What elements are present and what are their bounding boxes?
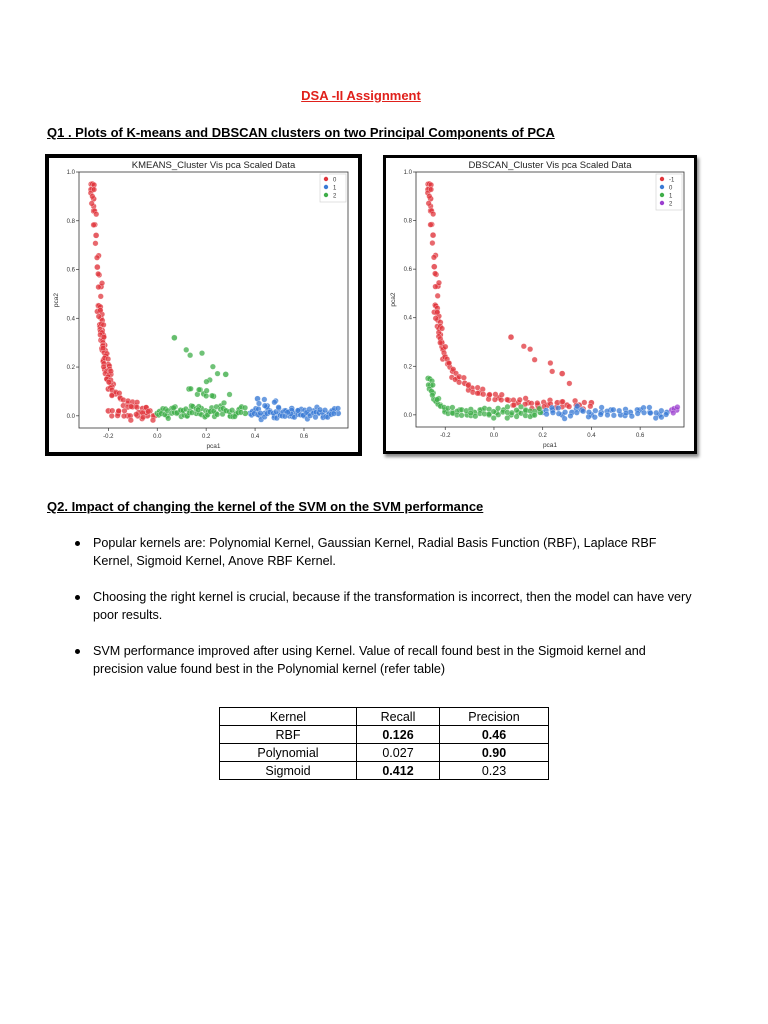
y-tick-label: 0.4 (403, 315, 412, 322)
data-point (199, 350, 205, 356)
data-point (580, 408, 586, 414)
y-tick-label: 0.6 (66, 267, 75, 274)
chart-title: KMEANS_Cluster Vis pca Scaled Data (131, 160, 296, 171)
data-point (443, 344, 449, 350)
x-tick-label: 0.4 (587, 433, 596, 439)
data-point (134, 399, 140, 405)
data-point (121, 413, 127, 419)
data-point (498, 397, 504, 403)
data-point (430, 382, 436, 388)
data-point (313, 414, 319, 420)
data-point (544, 411, 550, 417)
kernel-bullet-list (73, 534, 693, 696)
table-header-row (220, 708, 549, 726)
kernel-performance-table (219, 707, 549, 780)
bullet-text: SVM performance improved after using Kernel. Value of recall found best in the Sigmoid kernel and precision value found best in the Polynomial kernel (refer table) (93, 644, 646, 676)
legend-label: 1 (333, 185, 337, 192)
x-tick-label: 0.6 (299, 434, 309, 440)
data-point (430, 232, 436, 238)
data-point (189, 410, 195, 416)
data-point (101, 364, 107, 370)
data-point (227, 392, 233, 398)
data-point (475, 385, 481, 391)
bullet-item (73, 588, 693, 624)
data-point (426, 201, 432, 207)
data-point (549, 369, 555, 375)
y-tick-label: 1.0 (66, 170, 75, 176)
legend-marker (324, 185, 328, 189)
bullet-item (73, 534, 693, 570)
data-point (670, 410, 676, 416)
data-point (93, 241, 99, 247)
data-point (215, 371, 221, 377)
data-point (529, 401, 535, 407)
data-point (567, 381, 573, 387)
kernel-cell: Polynomial (220, 744, 357, 762)
x-tick-label: 0.2 (201, 434, 211, 440)
bullet-text: Popular kernels are: Polynomial Kernel, Gaussian Kernel, Radial Basis Function (RBF), Laplace RBF Kernel, Sigmoid Kernel, Anove RBF Kernel. (93, 536, 657, 568)
data-point (556, 411, 562, 417)
data-point (459, 413, 465, 419)
data-point (134, 404, 140, 410)
data-point (204, 379, 210, 385)
data-point (663, 412, 669, 418)
data-point (456, 380, 462, 386)
data-point (611, 413, 617, 419)
data-point (446, 360, 452, 366)
data-point (599, 405, 605, 411)
data-point (675, 404, 681, 410)
data-point (272, 399, 278, 405)
data-point (532, 357, 538, 363)
data-point (648, 410, 654, 416)
recall-cell: 0.412 (357, 762, 440, 780)
data-point (635, 411, 641, 417)
precision-cell: 0.46 (440, 726, 549, 744)
legend-marker (324, 193, 328, 197)
plot-area (79, 172, 348, 428)
data-point (188, 386, 194, 392)
data-point (480, 391, 486, 397)
data-point (214, 412, 220, 418)
data-point (183, 347, 189, 353)
data-point (98, 294, 104, 300)
data-point (93, 232, 99, 238)
data-point (521, 343, 527, 349)
data-point (150, 417, 156, 423)
data-point (95, 271, 101, 277)
data-point (582, 400, 588, 406)
y-axis-label: pca2 (53, 292, 60, 308)
data-point (504, 397, 510, 403)
data-point (605, 412, 611, 418)
data-point (523, 396, 529, 402)
data-point (262, 403, 268, 409)
legend-label: 2 (333, 193, 337, 200)
data-point (487, 392, 493, 398)
data-point (535, 400, 541, 406)
data-point (195, 407, 201, 413)
x-axis-label: pca1 (542, 442, 558, 449)
y-tick-label: 0.4 (66, 316, 75, 323)
data-point (196, 387, 202, 393)
data-point (511, 397, 517, 403)
data-point (427, 193, 433, 199)
y-axis-label: pca2 (390, 292, 397, 307)
data-point (511, 402, 517, 408)
data-point (171, 405, 177, 411)
data-point (432, 271, 438, 277)
table-row (220, 762, 549, 780)
data-point (616, 408, 622, 414)
data-point (96, 284, 102, 290)
data-point (90, 194, 96, 200)
data-point (435, 293, 441, 299)
data-point (428, 222, 434, 228)
data-point (209, 393, 215, 399)
bullet-dot (75, 595, 80, 600)
data-point (210, 364, 216, 370)
data-point (431, 255, 437, 261)
data-point (223, 371, 229, 377)
data-point (187, 352, 193, 358)
data-point (653, 415, 659, 421)
data-point (203, 393, 209, 399)
data-point (527, 346, 533, 352)
header-recall: Recall (357, 708, 440, 726)
data-point (480, 386, 486, 392)
data-point (238, 410, 244, 416)
document-title: DSA -II Assignment (301, 88, 421, 103)
data-point (562, 409, 568, 415)
data-point (465, 383, 471, 389)
q1-heading: Q1 . Plots of K-means and DBSCAN clusters on two Principal Components of PCA (47, 125, 555, 140)
data-point (450, 405, 456, 411)
data-point (242, 405, 248, 411)
x-tick-label: 0.4 (250, 434, 260, 440)
data-point (492, 397, 498, 403)
data-point (435, 309, 441, 315)
data-point (116, 408, 122, 414)
data-point (629, 413, 635, 419)
x-tick-label: 0.2 (538, 433, 547, 439)
data-point (276, 404, 282, 410)
recall-cell: 0.126 (357, 726, 440, 744)
data-point (574, 403, 580, 409)
data-point (495, 406, 501, 412)
data-point (659, 408, 665, 414)
data-point (93, 211, 99, 217)
data-point (221, 400, 227, 406)
data-point (430, 392, 436, 398)
data-point (641, 405, 647, 411)
x-tick-label: 0.6 (635, 433, 645, 439)
data-point (101, 334, 107, 340)
y-tick-label: 0.8 (66, 218, 75, 225)
data-point (518, 404, 524, 410)
data-point (106, 379, 112, 385)
data-point (586, 409, 592, 415)
data-point (433, 284, 439, 290)
legend-label: -1 (669, 177, 675, 184)
y-tick-label: 0.2 (403, 364, 412, 371)
dbscan-scatter-chart (386, 158, 694, 451)
y-tick-label: 0.0 (403, 412, 412, 419)
x-axis-label: pca1 (206, 443, 221, 450)
data-point (335, 406, 341, 412)
data-point (560, 399, 566, 405)
data-point (171, 335, 177, 341)
data-point (431, 264, 437, 270)
bullet-dot (75, 541, 80, 546)
data-point (91, 222, 97, 228)
data-point (574, 410, 580, 416)
table-row (220, 726, 549, 744)
legend-marker (660, 201, 664, 205)
header-kernel: Kernel (220, 708, 357, 726)
legend-label: 1 (669, 193, 673, 200)
bullet-text: Choosing the right kernel is crucial, because if the transformation is incorrect, then the model can have very poor results. (93, 590, 692, 622)
data-point (105, 356, 111, 362)
legend-label: 2 (669, 201, 673, 208)
data-point (109, 408, 115, 414)
chart-legend (656, 174, 682, 210)
data-point (428, 187, 434, 193)
data-point (555, 405, 561, 411)
data-point (117, 390, 123, 396)
legend-marker (660, 193, 664, 197)
data-point (109, 413, 115, 419)
data-point (562, 416, 568, 422)
data-point (122, 408, 128, 414)
data-point (94, 255, 100, 261)
data-point (493, 392, 499, 398)
data-point (641, 410, 647, 416)
data-point (331, 411, 337, 417)
data-point (505, 404, 511, 410)
data-point (508, 334, 514, 340)
data-point (128, 404, 134, 410)
data-point (204, 388, 210, 394)
data-point (285, 409, 291, 415)
recall-cell: 0.027 (357, 744, 440, 762)
y-tick-label: 0.2 (66, 365, 75, 372)
data-point (549, 405, 555, 411)
q2-heading: Q2. Impact of changing the kernel of the SVM on the SVM performance (47, 499, 484, 514)
data-point (548, 360, 554, 366)
data-point (592, 414, 598, 420)
x-tick-label: -0.2 (103, 434, 114, 440)
x-tick-label: 0.0 (153, 434, 162, 440)
data-point (504, 415, 510, 421)
bullet-dot (75, 649, 80, 654)
header-precision: Precision (440, 708, 549, 726)
y-tick-label: 0.6 (403, 267, 412, 274)
data-point (94, 264, 100, 270)
data-point (517, 397, 523, 403)
data-point (256, 401, 262, 407)
data-point (532, 412, 538, 418)
data-point (430, 211, 436, 217)
kmeans-plot-frame (45, 154, 362, 456)
data-point (433, 316, 439, 322)
chart-title: DBSCAN_Cluster Vis pca Scaled Data (468, 160, 632, 171)
data-point (100, 345, 106, 351)
data-point (101, 322, 107, 328)
data-point (537, 406, 543, 412)
data-point (499, 392, 505, 398)
y-tick-label: 0.0 (66, 413, 75, 420)
data-point (653, 410, 659, 416)
legend-marker (660, 185, 664, 189)
data-point (475, 390, 481, 396)
data-point (439, 326, 445, 332)
data-point (108, 368, 114, 374)
data-point (559, 371, 565, 377)
data-point (317, 407, 323, 413)
x-tick-label: -0.2 (440, 433, 451, 439)
data-point (128, 417, 134, 423)
legend-marker (660, 177, 664, 181)
y-tick-label: 1.0 (403, 170, 412, 176)
data-point (593, 408, 599, 414)
legend-label: 0 (669, 185, 673, 192)
dbscan-plot-frame (383, 155, 697, 454)
kmeans-scatter-chart (49, 158, 358, 452)
data-point (623, 410, 629, 416)
data-point (430, 240, 436, 246)
data-point (566, 404, 572, 410)
data-point (461, 375, 467, 381)
legend-marker (324, 177, 328, 181)
data-point (140, 414, 146, 420)
y-tick-label: 0.8 (403, 218, 412, 225)
data-point (568, 413, 574, 419)
data-point (262, 397, 268, 403)
data-point (133, 412, 139, 418)
data-point (588, 403, 594, 409)
precision-cell: 0.90 (440, 744, 549, 762)
precision-cell: 0.23 (440, 762, 549, 780)
data-point (434, 397, 440, 403)
data-point (295, 408, 301, 414)
plot-area (416, 172, 684, 427)
kernel-cell: RBF (220, 726, 357, 744)
data-point (611, 407, 617, 413)
chart-legend (320, 174, 346, 202)
data-point (165, 416, 171, 422)
legend-label: 0 (333, 177, 337, 184)
data-point (647, 405, 653, 411)
data-point (437, 340, 443, 346)
data-point (550, 410, 556, 416)
bullet-item (73, 642, 693, 678)
data-point (598, 412, 604, 418)
kernel-cell: Sigmoid (220, 762, 357, 780)
x-tick-label: 0.0 (489, 433, 499, 439)
data-point (98, 307, 104, 313)
data-point (89, 201, 95, 207)
data-point (146, 409, 152, 415)
table-row (220, 744, 549, 762)
data-point (91, 187, 97, 193)
